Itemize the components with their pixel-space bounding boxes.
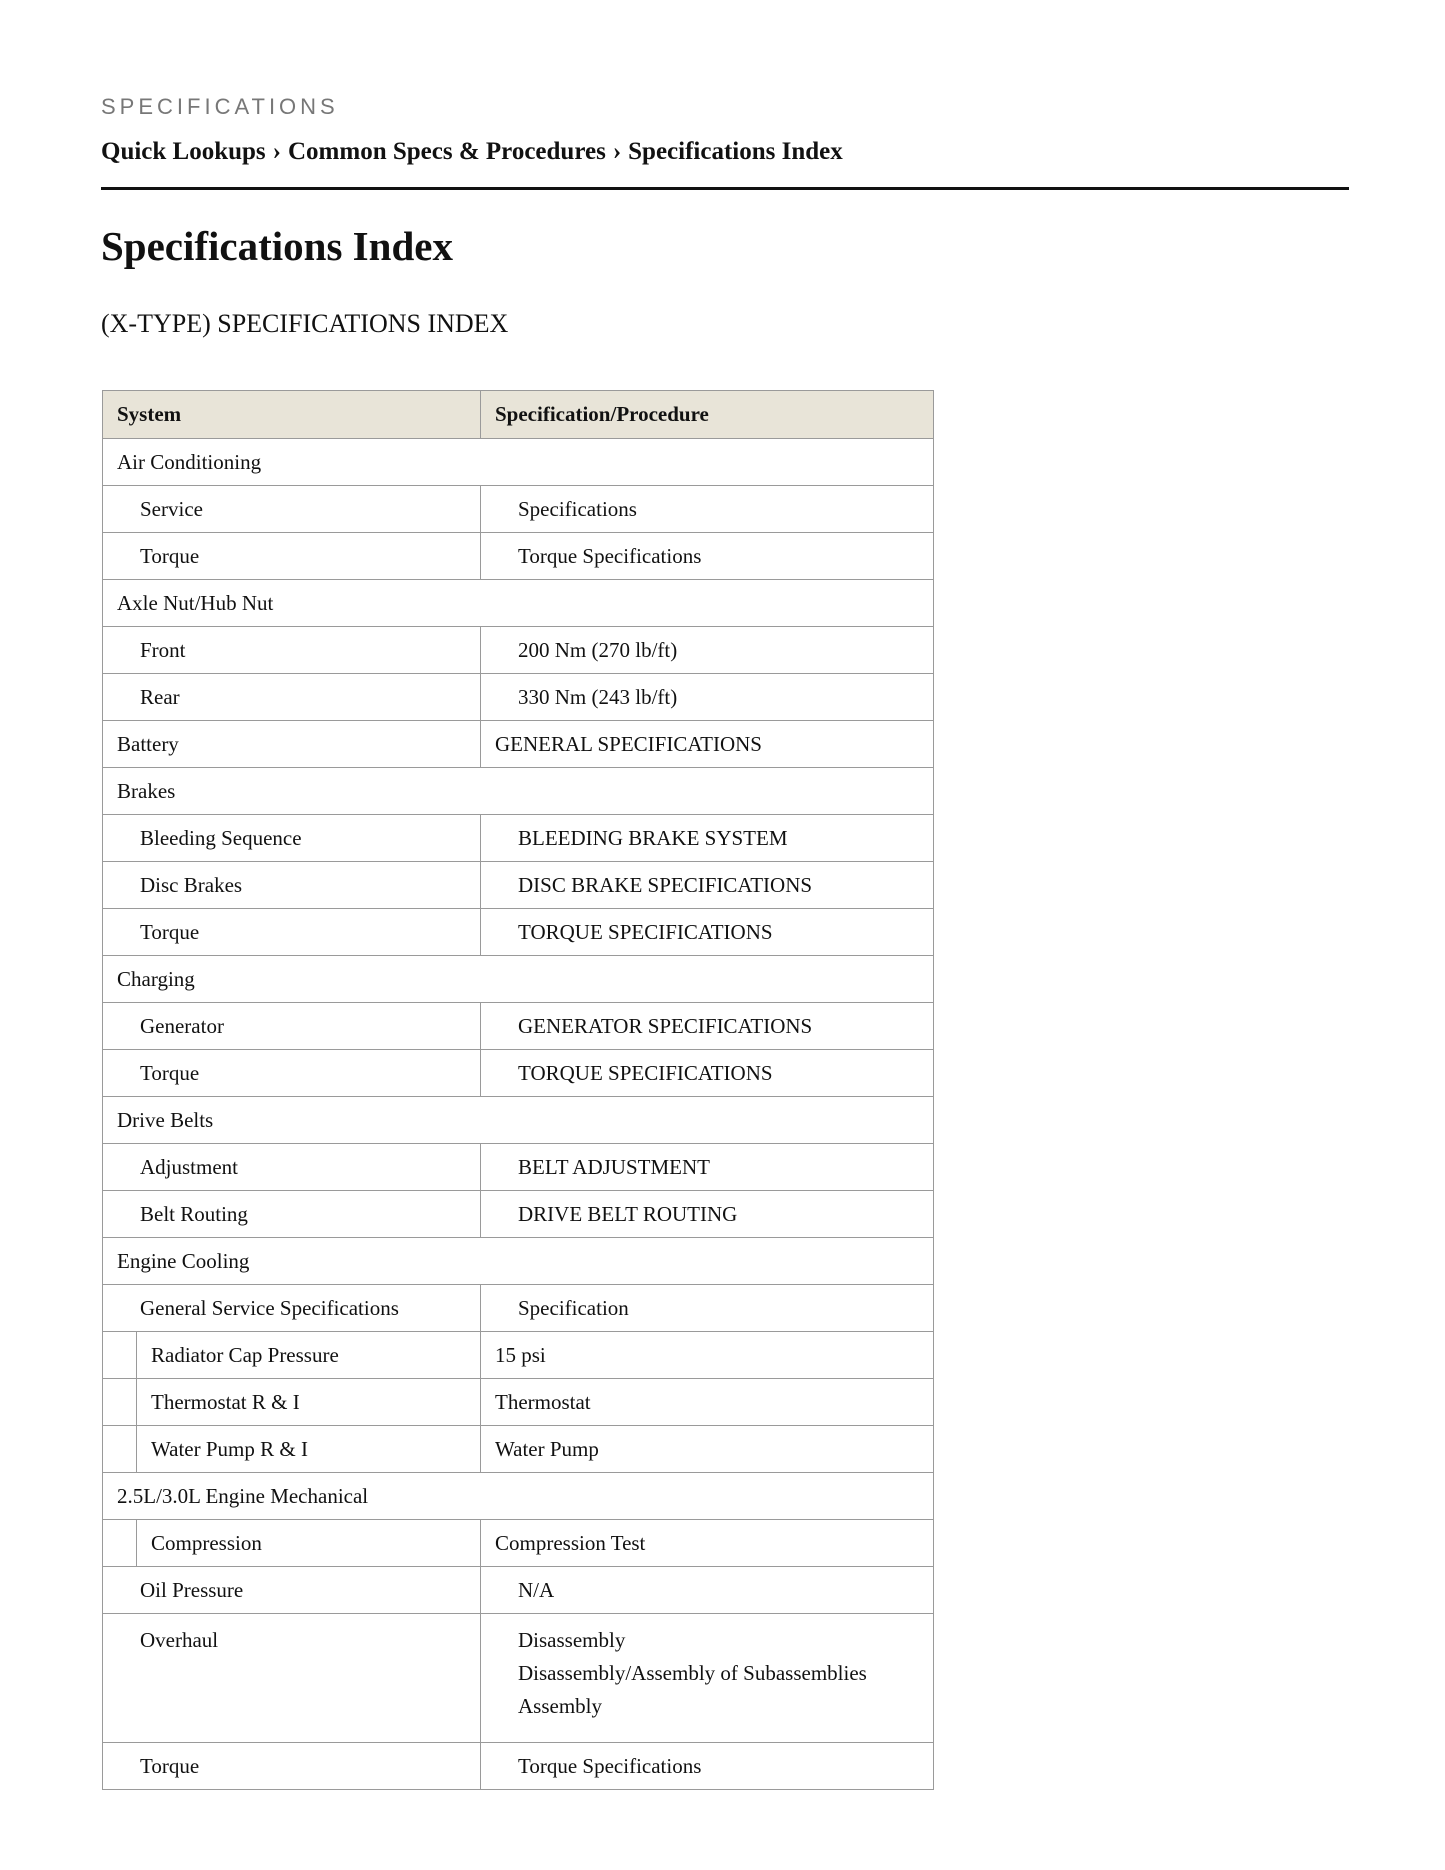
system-cell: Torque <box>103 909 481 956</box>
header-divider <box>101 187 1349 190</box>
spec-link[interactable]: DRIVE BELT ROUTING <box>481 1191 934 1238</box>
system-cell: Compression <box>137 1520 481 1567</box>
spec-link[interactable]: Specifications <box>481 486 934 533</box>
table-row <box>103 1520 934 1567</box>
table-row <box>103 721 934 768</box>
table-row <box>103 627 934 674</box>
table-row <box>103 815 934 862</box>
spec-link[interactable]: TORQUE SPECIFICATIONS <box>481 909 934 956</box>
breadcrumb-separator: › <box>612 138 622 165</box>
system-cell: Belt Routing <box>103 1191 481 1238</box>
system-cell: Rear <box>103 674 481 721</box>
spec-link[interactable]: GENERATOR SPECIFICATIONS <box>481 1003 934 1050</box>
section-kicker: SPECIFICATIONS <box>101 94 339 119</box>
table-row <box>103 862 934 909</box>
table-row <box>103 909 934 956</box>
table-row <box>103 1614 934 1743</box>
indent-gutter <box>103 1332 137 1379</box>
table-row-group <box>103 439 934 486</box>
table-row <box>103 1285 934 1332</box>
table-row <box>103 1003 934 1050</box>
spec-value: N/A <box>481 1567 934 1614</box>
breadcrumb-specifications-index[interactable]: Specifications Index <box>628 138 843 165</box>
breadcrumb-quick-lookups[interactable]: Quick Lookups <box>101 138 266 165</box>
group-air-conditioning: Air Conditioning <box>103 439 934 486</box>
table-row <box>103 1191 934 1238</box>
system-cell: Service <box>103 486 481 533</box>
table-row <box>103 1050 934 1097</box>
table-row-group <box>103 1238 934 1285</box>
group-brakes: Brakes <box>103 768 934 815</box>
spec-link[interactable]: Torque Specifications <box>481 533 934 580</box>
table-row <box>103 1426 934 1473</box>
system-cell: Battery <box>103 721 481 768</box>
indent-gutter <box>103 1520 137 1567</box>
spec-link[interactable]: Specification <box>481 1285 934 1332</box>
system-cell: General Service Specifications <box>103 1285 481 1332</box>
table-row <box>103 486 934 533</box>
spec-value: 15 psi <box>481 1332 934 1379</box>
spec-link[interactable]: Water Pump <box>481 1426 934 1473</box>
table-header-row <box>103 391 934 439</box>
indent-gutter <box>103 1426 137 1473</box>
system-cell <box>103 1614 481 1743</box>
spec-link[interactable]: BLEEDING BRAKE SYSTEM <box>481 815 934 862</box>
system-cell: Torque <box>103 1050 481 1097</box>
group-engine-mechanical: 2.5L/3.0L Engine Mechanical <box>103 1473 934 1520</box>
table-row-group <box>103 580 934 627</box>
table-row-group <box>103 956 934 1003</box>
table-row-group <box>103 1473 934 1520</box>
table-row <box>103 1144 934 1191</box>
table-row <box>103 674 934 721</box>
page-title: Specifications Index <box>101 223 453 269</box>
table-row-group <box>103 768 934 815</box>
system-label: Overhaul <box>140 1628 219 1652</box>
system-cell: Disc Brakes <box>103 862 481 909</box>
system-cell: Front <box>103 627 481 674</box>
spec-link[interactable]: Compression Test <box>481 1520 934 1567</box>
spec-cell <box>481 1614 934 1743</box>
system-cell: Torque <box>103 1743 481 1790</box>
system-cell: Adjustment <box>103 1144 481 1191</box>
spec-link[interactable]: GENERAL SPECIFICATIONS <box>481 721 934 768</box>
spec-link-assembly[interactable]: Assembly <box>518 1694 602 1718</box>
system-cell: Generator <box>103 1003 481 1050</box>
table-row <box>103 1567 934 1614</box>
spec-link-disassembly[interactable]: Disassembly <box>518 1628 626 1652</box>
group-drive-belts: Drive Belts <box>103 1097 934 1144</box>
system-cell: Water Pump R & I <box>137 1426 481 1473</box>
spec-link[interactable]: TORQUE SPECIFICATIONS <box>481 1050 934 1097</box>
indent-gutter <box>103 1379 137 1426</box>
system-cell: Torque <box>103 533 481 580</box>
system-cell: Bleeding Sequence <box>103 815 481 862</box>
breadcrumb <box>101 138 843 166</box>
column-header-system: System <box>103 391 481 439</box>
breadcrumb-separator: › <box>272 138 281 165</box>
group-engine-cooling: Engine Cooling <box>103 1238 934 1285</box>
table-row <box>103 533 934 580</box>
table-row <box>103 1379 934 1426</box>
column-header-spec: Specification/Procedure <box>481 391 934 439</box>
group-charging: Charging <box>103 956 934 1003</box>
spec-link[interactable]: BELT ADJUSTMENT <box>481 1144 934 1191</box>
group-axle-nut: Axle Nut/Hub Nut <box>103 580 934 627</box>
spec-link-subassemblies[interactable]: Disassembly/Assembly of Subassemblies <box>518 1661 867 1685</box>
spec-link[interactable]: Torque Specifications <box>481 1743 934 1790</box>
spec-value: 330 Nm (243 lb/ft) <box>481 674 934 721</box>
spec-link[interactable]: Thermostat <box>481 1379 934 1426</box>
page-subtitle: (X-TYPE) SPECIFICATIONS INDEX <box>101 309 509 338</box>
specifications-table <box>102 390 934 1790</box>
spec-value: 200 Nm (270 lb/ft) <box>481 627 934 674</box>
system-cell: Oil Pressure <box>103 1567 481 1614</box>
table-row-group <box>103 1097 934 1144</box>
spec-link[interactable]: DISC BRAKE SPECIFICATIONS <box>481 862 934 909</box>
table-row <box>103 1743 934 1790</box>
table-row <box>103 1332 934 1379</box>
system-cell: Radiator Cap Pressure <box>137 1332 481 1379</box>
system-cell: Thermostat R & I <box>137 1379 481 1426</box>
breadcrumb-common-specs[interactable]: Common Specs & Procedures <box>288 138 606 165</box>
